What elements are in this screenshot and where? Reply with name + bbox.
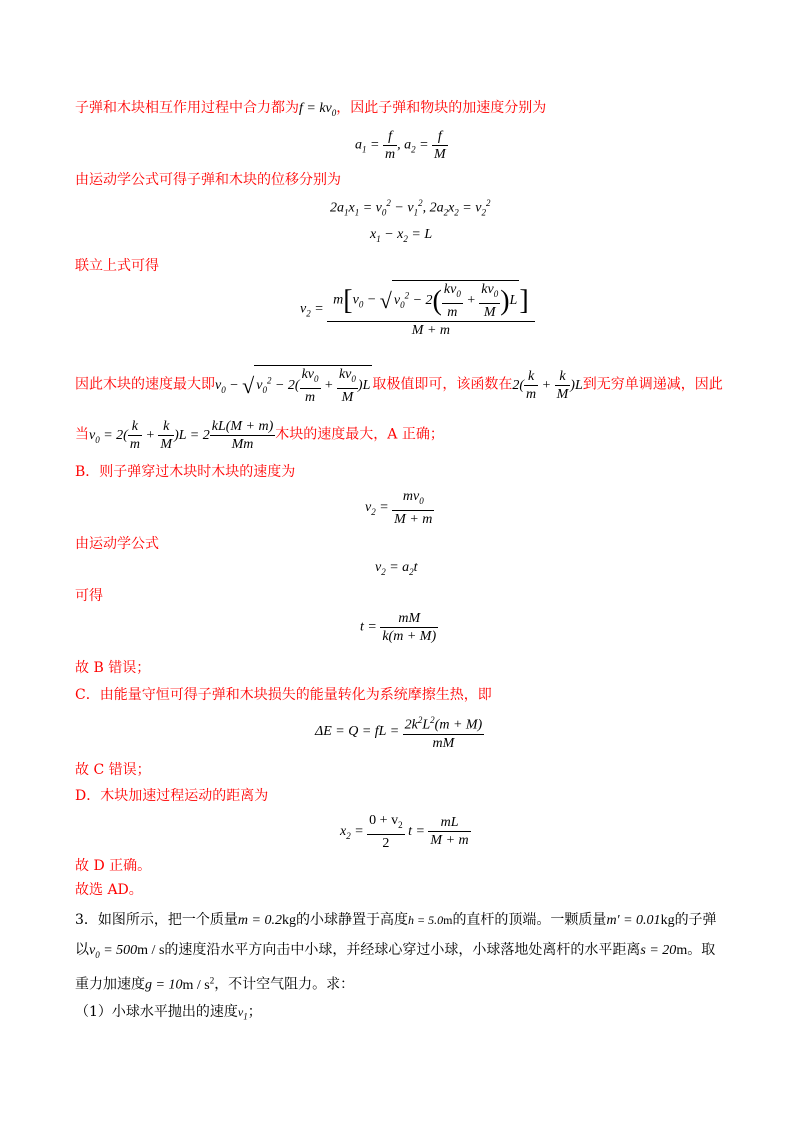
solution-line-1: 子弹和木块相互作用过程中合力都为$f = kv_0$，因此子弹和物块的加速度分别为 bbox=[75, 100, 547, 118]
length-relation: $x_1 - x_2 = L$ bbox=[370, 227, 433, 244]
solution-line-3: 联立上式可得 bbox=[75, 258, 159, 274]
option-c-conclusion: 故 C 错误； bbox=[75, 762, 151, 778]
extremum-expr: 2( $\frac{k}{m}$ + $\frac{k}{M}$ )L bbox=[512, 368, 583, 402]
question-3-line-1: 3．如图所示，把一个质量m = 0.2kg的小球静置于高度h = 5.0m的直杆的顶端。一颗质量m′ = 0.01kg的子弹 bbox=[75, 912, 717, 928]
option-d-conclusion: 故 D 正确。 bbox=[75, 858, 152, 874]
v2-formula: $v_2$ = $m[v_0$ − √ $v_0^2 - 2$( $\frac{kv_0}{m}$ + $\frac{kv_0}{M}$ )L] M + m bbox=[300, 280, 535, 339]
distance-formula: $x_2$ = $\frac{0 + v_2}{2}$ t = $\frac{mL}{M + m}$ bbox=[340, 813, 469, 851]
option-b-v2-formula: $v_2$ = $\frac{mv_0}{M + m}$ bbox=[365, 489, 433, 527]
option-b-line-2: 由运动学公式 bbox=[75, 536, 159, 552]
force-formula: $f = kv_0$ bbox=[299, 101, 337, 118]
heat-formula: ΔE = Q = fL = $\frac{2k^2L^2(m + M)}{mM}$ bbox=[315, 712, 484, 752]
option-d-line-1: D．木块加速过程运动的距离为 bbox=[75, 788, 269, 804]
question-3-part-1: （1）小球水平抛出的速度$v_1$； bbox=[75, 1004, 262, 1022]
displacement-formula: $2a_1x_1 = v_0^2 - v_1^2$, $2a_2x_2 = v_2^2$ bbox=[330, 198, 491, 218]
velocity-time-formula: $v_2 = a_2t$ bbox=[375, 560, 418, 577]
time-formula: t = $\frac{mM}{k(m + M)}$ bbox=[360, 611, 437, 644]
solution-line-2: 由运动学公式可得子弹和木块的位移分别为 bbox=[75, 172, 341, 188]
max-velocity-expr: $v_0$ − √ $v_0^2 - 2$( $\frac{kv_0}{m}$ + $\frac{kv_0}{M}$ )L bbox=[215, 367, 371, 405]
option-b-conclusion: 故 B 错误； bbox=[75, 660, 151, 676]
option-b-line-3: 可得 bbox=[75, 588, 103, 604]
solution-line-5: 当$v_0 = 2$( $\frac{k}{m}$ + $\frac{k}{M}$ )L = 2 $\frac{kL(M + m)}{Mm}$ 木块的速度最大，A 正确； bbox=[75, 419, 444, 452]
option-b-line-1: B．则子弹穿过木块时木块的速度为 bbox=[75, 464, 296, 480]
optimal-v0-expr: $v_0 = 2$( $\frac{k}{m}$ + $\frac{k}{M}$ )L = 2 $\frac{kL(M + m)}{Mm}$ bbox=[89, 419, 274, 452]
solution-line-4: 因此木块的速度最大即$v_0$ − √ $v_0^2 - 2$( $\frac{kv_0}{m}$ + $\frac{kv_0}{M}$ )L 取极值即可，该函数在2( $\frac{k}{m}$ + $\frac{k}{M}$ )L到无穷单调递减，因此 bbox=[75, 367, 723, 405]
question-3-line-3: 重力加速度$g = 10m / s^2$，不计空气阻力。求： bbox=[75, 975, 355, 993]
final-answer: 故选 AD。 bbox=[75, 882, 143, 898]
question-3-line-2: 以$v_0 = 500m / s$的速度沿水平方向击中小球，并经球心穿过小球，小球落地处离杆的水平距离s = 20m。取 bbox=[75, 942, 716, 960]
option-c-line-1: C．由能量守恒可得子弹和木块损失的能量转化为系统摩擦生热，即 bbox=[75, 687, 492, 703]
acceleration-formula: $a_1$ = $\frac{f}{m}$ , $a_2$ = $\frac{f}{M}$ bbox=[355, 129, 446, 162]
